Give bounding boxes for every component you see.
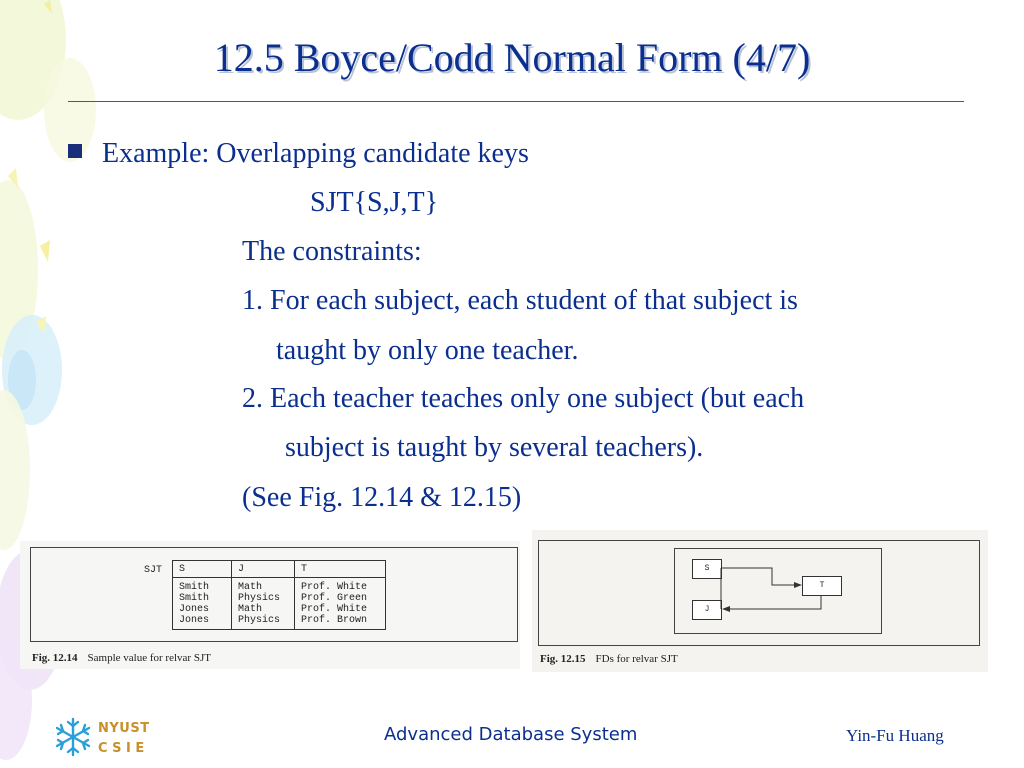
arrowhead-icon <box>722 606 730 612</box>
relvar-heading: SJT{S,J,T} <box>310 187 439 218</box>
cell-subject: Physics <box>232 615 295 630</box>
attribute-box-t: T <box>802 576 842 596</box>
cell-subject: Physics <box>232 593 295 604</box>
table-row <box>173 593 386 604</box>
bullet-square-icon <box>68 144 82 158</box>
table-row <box>173 578 386 594</box>
title-divider <box>68 101 964 102</box>
caption-text: FDs for relvar SJT <box>595 653 678 665</box>
attribute-box-j: J <box>692 600 722 620</box>
figure-caption <box>32 652 211 664</box>
cell-student: Smith <box>173 593 232 604</box>
cell-student: Jones <box>173 615 232 630</box>
column-header-j: J <box>232 561 295 578</box>
cell-student: Jones <box>173 604 232 615</box>
relvar-label: SJT <box>144 565 163 576</box>
constraint-2-line-2: subject is taught by several teachers). <box>285 432 704 463</box>
see-figures-note: (See Fig. 12.14 & 12.15) <box>242 482 522 513</box>
slide-title: 12.5 Boyce/Codd Normal Form (4/7) <box>213 35 811 80</box>
caption-text: Sample value for relvar SJT <box>87 652 211 664</box>
cell-teacher: Prof. Brown <box>295 615 386 630</box>
figure-caption <box>540 653 678 665</box>
cell-student: Smith <box>173 578 232 594</box>
constraint-2-line-1: 2. Each teacher teaches only one subject (but each <box>242 383 805 414</box>
cell-teacher: Prof. White <box>295 578 386 594</box>
cell-subject: Math <box>232 578 295 594</box>
logo-nyust: NYUST <box>98 721 150 736</box>
caption-number: Fig. 12.15 <box>540 653 586 665</box>
table-header-row <box>173 561 386 578</box>
fd-arrow-t-to-j <box>726 595 821 609</box>
constraint-1-line-1: 1. For each subject, each student of that subject is <box>242 285 798 316</box>
footer-course: Advanced Database System <box>384 724 638 745</box>
cell-teacher: Prof. Green <box>295 593 386 604</box>
table-row <box>173 615 386 630</box>
attribute-box-s: S <box>692 559 722 579</box>
constraint-1-line-2: taught by only one teacher. <box>276 335 579 366</box>
fd-arrows <box>532 530 988 672</box>
table-row <box>173 604 386 615</box>
snowflake-logo-icon <box>52 716 94 758</box>
column-header-t: T <box>295 561 386 578</box>
column-header-s: S <box>173 561 232 578</box>
cell-teacher: Prof. White <box>295 604 386 615</box>
bullet-heading: Example: Overlapping candidate keys <box>102 138 529 169</box>
sjt-sample-table <box>172 560 386 630</box>
logo-csie: C S I E <box>98 741 145 756</box>
cell-subject: Math <box>232 604 295 615</box>
figure-12-15 <box>532 530 988 672</box>
constraints-heading: The constraints: <box>242 236 422 267</box>
footer-author: Yin-Fu Huang <box>846 726 944 745</box>
arrowhead-icon <box>794 582 802 588</box>
caption-number: Fig. 12.14 <box>32 652 78 664</box>
figure-12-14 <box>20 541 520 669</box>
fd-arrow-s-j-to-t <box>721 568 798 585</box>
